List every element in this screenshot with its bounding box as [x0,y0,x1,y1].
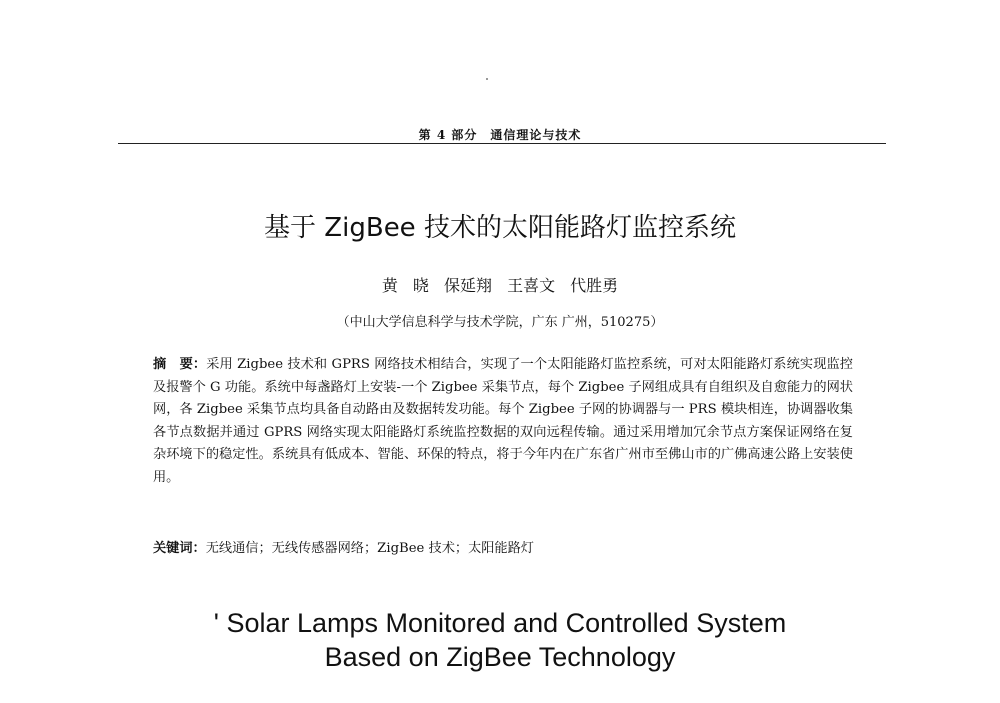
abstract [153,354,853,489]
paper-title-chinese: 基于 ZigBee 技术的太阳能路灯监控系统 [264,213,736,243]
keywords-text: 无线通信；无线传感器网络；ZigBee 技术；太阳能路灯 [205,541,534,556]
header-rule [118,143,886,144]
title-en-line-1: ' Solar Lamps Monitored and Controlled System [213,608,787,638]
scan-speck [486,78,488,80]
keywords [153,537,853,556]
abstract-label: 摘 要： [153,357,207,372]
running-head: 第 4 部分 通信理论与技术 [418,128,582,142]
keywords-label: 关键词： [153,541,206,556]
abstract-text: 采用 Zigbee 技术和 GPRS 网络技术相结合，实现了一个太阳能路灯监控系统，可对太阳能路灯系统实现监控及报警个 G 功能。系统中每盏路灯上安装-一个 Zigbee 采集节点，每个 Zigbee 子网组成具有自组织及自愈能力的网状网，各 Zigbee 采集节点均具备自动路由及数据转发功能。每个 Zigbee 子网的协调器与一 PRS 模块相连，协调器收集各节点数据并通过 GPRS 网络实现太阳能路灯系统监控数据的双向远程传输。通过采用增加冗余节点方案保证网络在复杂环境下的稳定性。系统具有低成本、智能、环保的特点，将于今年内在广东省广州市至佛山市的广佛高速公路上安装使用。 [153,357,853,485]
title-en-line-2: Based on ZigBee Technology [324,642,676,672]
paper-title-english [0,606,1000,674]
author-list: 黄 晓 保延翔 王喜文 代胜勇 [381,276,619,295]
affiliation: （中山大学信息科学与技术学院，广东 广州，510275） [336,315,664,330]
